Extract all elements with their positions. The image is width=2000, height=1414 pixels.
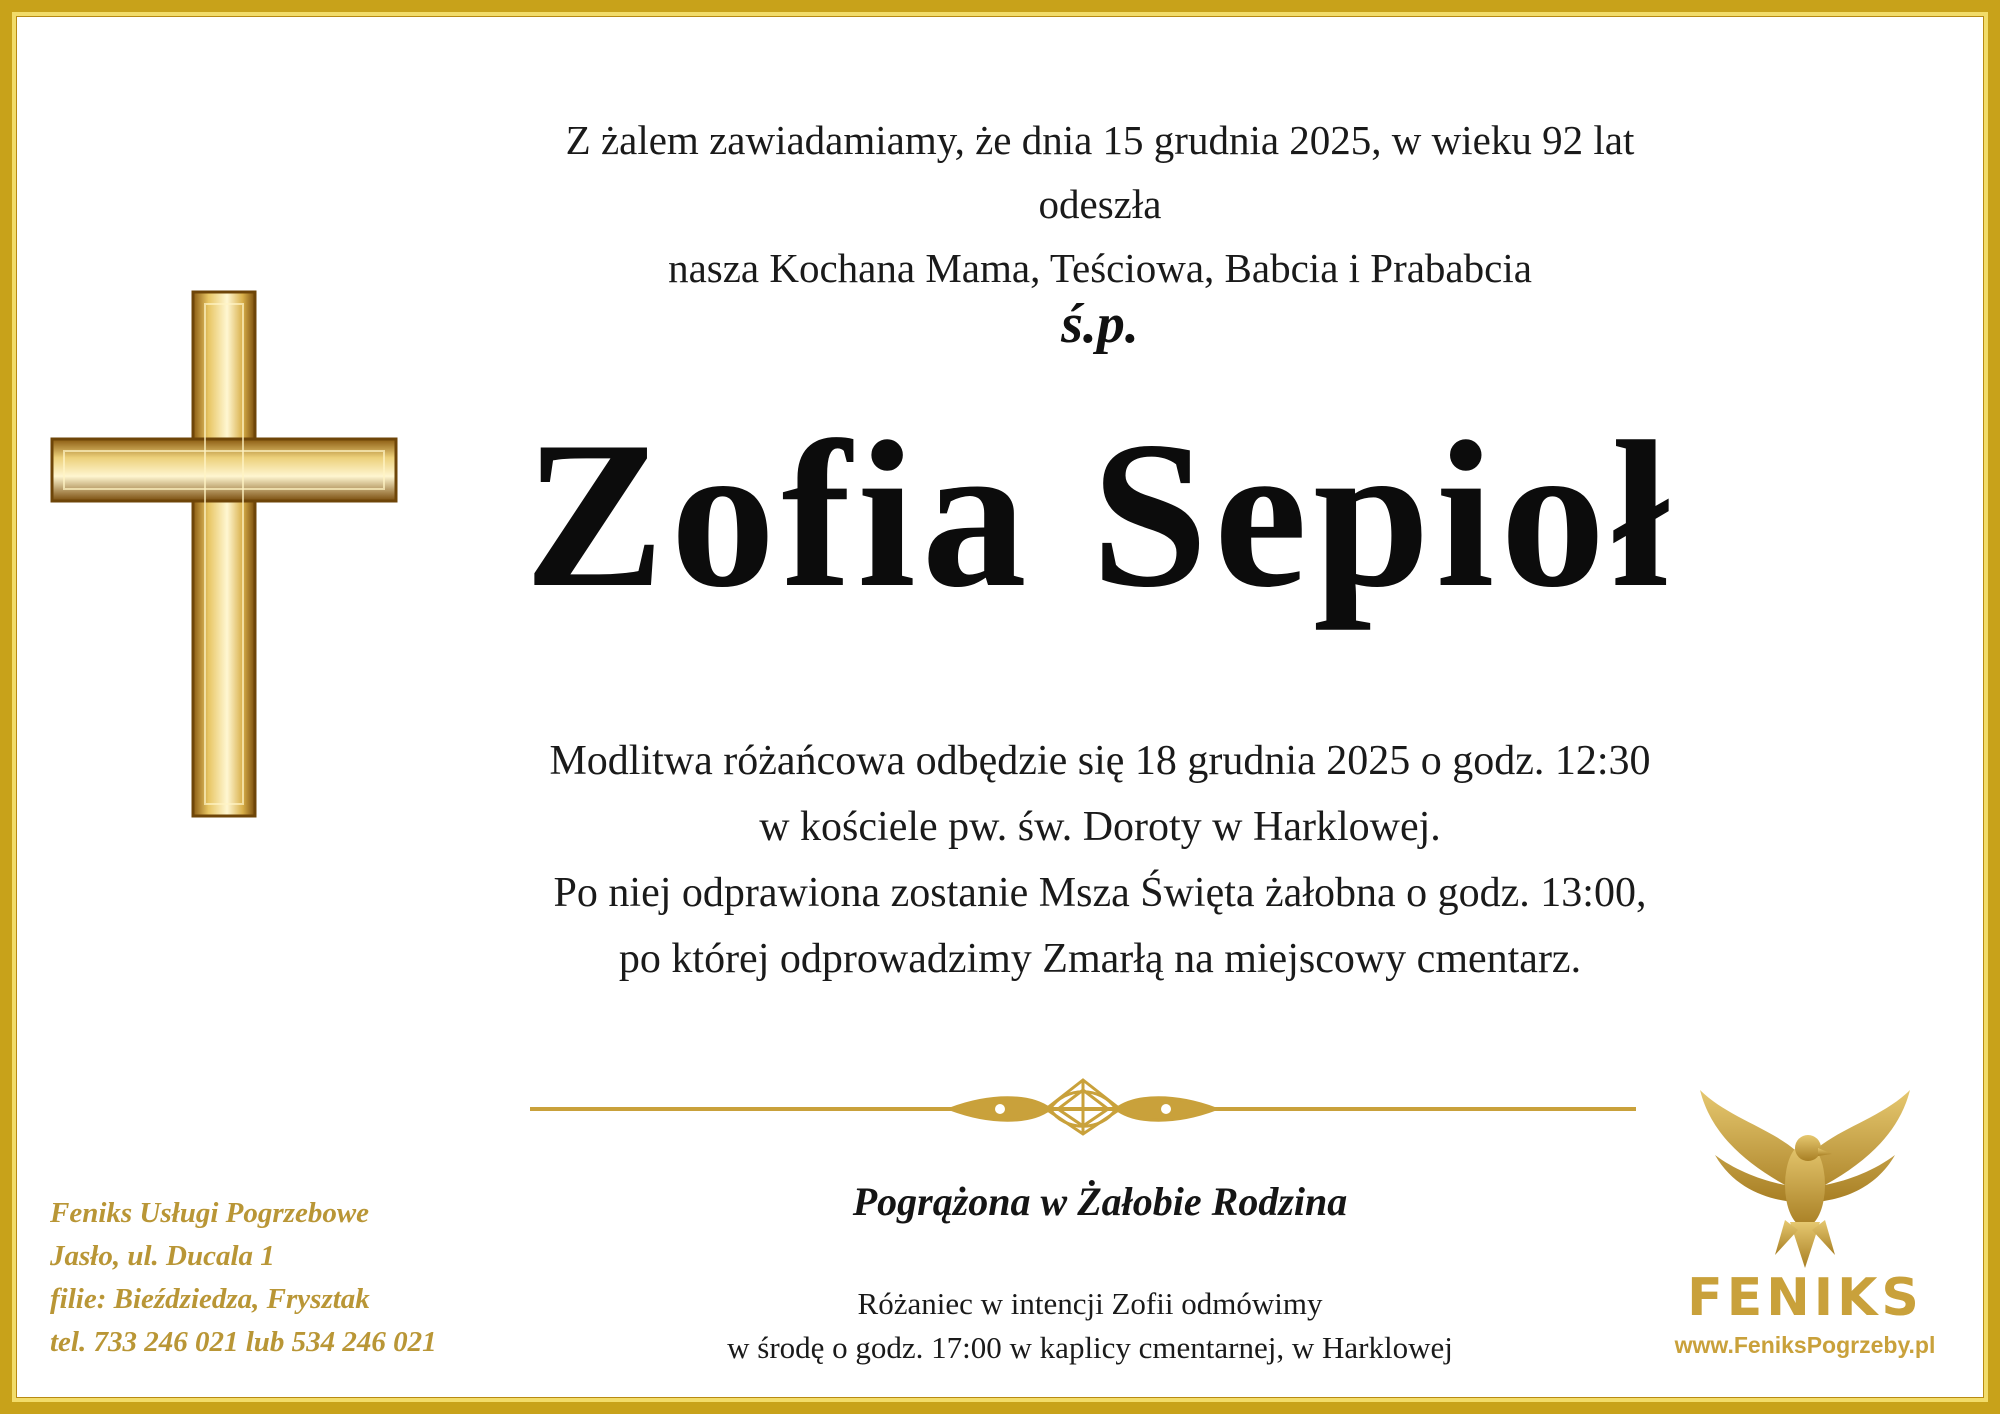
ornament-divider [530,1076,1636,1136]
company-name: Feniks Usługi Pogrzebowe [50,1197,370,1229]
sp-prefix: ś.p. [1061,293,1139,355]
phoenix-icon [1690,1090,1920,1270]
rosary-note [560,1282,1620,1370]
company-address: Jasło, ul. Ducala 1 [50,1240,275,1272]
deceased-name: Zofia Sepioł [524,399,1676,631]
details-line: po której odprowadzimy Zmarłą na miejscowy cmentarz. [618,936,1582,982]
intro-line-1: Z żalem zawiadamiamy, że dnia 15 grudnia 2025, w wieku 92 lat odeszła [565,117,1635,227]
details-line: Modlitwa różańcowa odbędzie się 18 grudnia 2025 o godz. 12:30 [549,738,1651,784]
rosary-line: w środę o godz. 17:00 w kaplicy cmentarnej, w Harklowej [727,1330,1453,1365]
details-line: Po niej odprawiona zostanie Msza Święta żałobna o godz. 13:00, [553,870,1647,916]
cross-icon [50,290,398,820]
company-branches: filie: Bieździedza, Frysztak [50,1283,370,1315]
details-line: w kościele pw. św. Doroty w Harklowej. [759,804,1441,850]
company-info [50,1192,437,1364]
logo-text: FENIKS [1687,1268,1923,1328]
rosary-line: Różaniec w intencji Zofii odmówimy [857,1286,1323,1321]
family-signature: Pogrążona w Żałobie Rodzina [852,1179,1348,1224]
funeral-details [460,728,1740,992]
intro-text [500,108,1700,300]
website-link[interactable]: www.FeniksPogrzeby.pl [1674,1332,1936,1358]
company-phone: tel. 733 246 021 lub 534 246 021 [50,1326,437,1358]
intro-line-2: nasza Kochana Mama, Teściowa, Babcia i Prababcia [668,245,1532,291]
